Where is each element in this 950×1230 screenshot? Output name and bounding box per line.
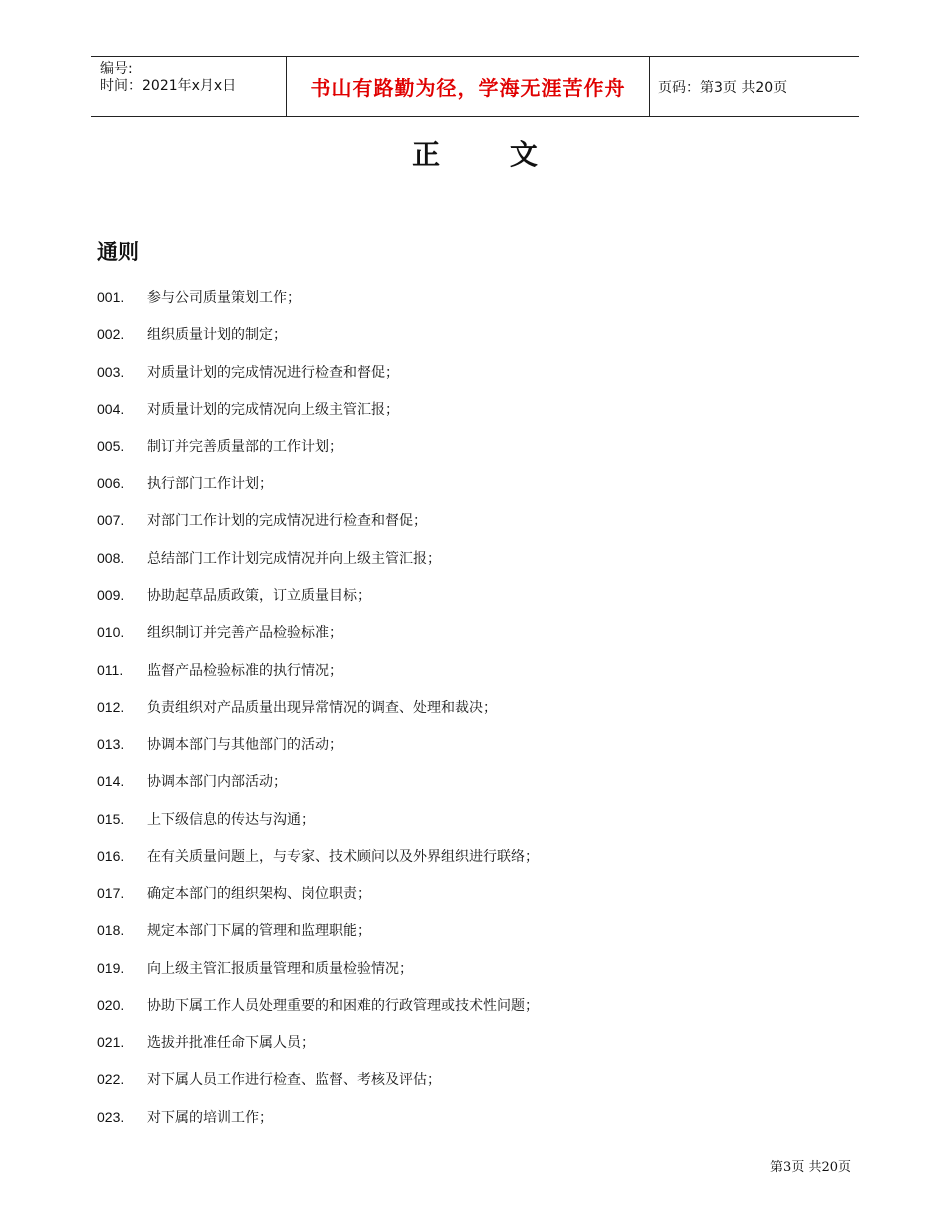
item-number: 004. xyxy=(97,401,125,417)
list-item xyxy=(97,695,497,719)
list-item xyxy=(97,956,413,980)
item-text: 负责组织对产品质量出现异常情况的调查、处理和裁决； xyxy=(147,700,497,716)
item-number: 012. xyxy=(97,699,125,715)
list-item xyxy=(97,807,315,831)
item-text: 协调本部门内部活动； xyxy=(147,774,287,790)
item-text: 监督产品检验标准的执行情况； xyxy=(147,663,343,679)
item-number: 021. xyxy=(97,1034,125,1050)
item-number: 001. xyxy=(97,289,125,305)
list-item xyxy=(97,620,343,644)
list-item xyxy=(97,918,371,942)
item-text: 制订并完善质量部的工作计划； xyxy=(147,439,343,455)
header-meta xyxy=(91,57,286,116)
list-item xyxy=(97,1030,315,1054)
item-text: 在有关质量问题上，与专家、技术顾问以及外界组织进行联络； xyxy=(147,849,539,865)
list-item xyxy=(97,881,371,905)
item-text: 执行部门工作计划； xyxy=(147,476,273,492)
item-number: 008. xyxy=(97,550,125,566)
item-number: 003. xyxy=(97,364,125,380)
list-item xyxy=(97,546,441,570)
header-motto: 书山有路勤为径，学海无涯苦作舟 xyxy=(310,76,626,100)
item-text: 组织质量计划的制定； xyxy=(147,327,287,343)
item-text: 对部门工作计划的完成情况进行检查和督促； xyxy=(147,513,427,529)
item-number: 019. xyxy=(97,960,125,976)
item-number: 013. xyxy=(97,736,125,752)
list-item xyxy=(97,583,371,607)
header-page-info: 页码：第3页 共20页 xyxy=(658,79,788,96)
item-number: 017. xyxy=(97,885,125,901)
header-page-cell xyxy=(650,57,859,116)
item-text: 协助下属工作人员处理重要的和困难的行政管理或技术性问题； xyxy=(147,998,539,1014)
page-header xyxy=(91,56,859,117)
item-number: 023. xyxy=(97,1109,125,1125)
list-item xyxy=(97,397,399,421)
list-item xyxy=(97,658,343,682)
item-text: 规定本部门下属的管理和监理职能； xyxy=(147,923,371,939)
item-number: 015. xyxy=(97,811,125,827)
item-number: 007. xyxy=(97,512,125,528)
item-text: 参与公司质量策划工作； xyxy=(147,290,301,306)
item-number: 014. xyxy=(97,773,125,789)
document-date-label: 时间：2021年x月x日 xyxy=(100,78,237,94)
item-text: 对下属的培训工作； xyxy=(147,1110,273,1126)
document-number-label: 编号: xyxy=(100,61,133,77)
list-item xyxy=(97,508,427,532)
item-number: 009. xyxy=(97,587,125,603)
item-text: 向上级主管汇报质量管理和质量检验情况； xyxy=(147,961,413,977)
item-text: 确定本部门的组织架构、岗位职责； xyxy=(147,886,371,902)
item-number: 006. xyxy=(97,475,125,491)
list-item xyxy=(97,732,343,756)
list-item xyxy=(97,434,343,458)
item-number: 002. xyxy=(97,326,125,342)
item-text: 上下级信息的传达与沟通； xyxy=(147,812,315,828)
item-number: 018. xyxy=(97,922,125,938)
item-number: 022. xyxy=(97,1071,125,1087)
item-text: 组织制订并完善产品检验标准； xyxy=(147,625,343,641)
item-number: 020. xyxy=(97,997,125,1013)
item-number: 005. xyxy=(97,438,125,454)
page-footer: 第3页 共20页 xyxy=(770,1160,851,1175)
list-item xyxy=(97,769,287,793)
list-item xyxy=(97,1067,441,1091)
list-item xyxy=(97,1105,273,1129)
list-item xyxy=(97,844,539,868)
list-item xyxy=(97,360,399,384)
item-number: 011. xyxy=(97,662,124,678)
document-title: 正 文 xyxy=(412,138,568,171)
item-number: 016. xyxy=(97,848,125,864)
item-text: 对质量计划的完成情况向上级主管汇报； xyxy=(147,402,399,418)
list-item xyxy=(97,322,287,346)
header-motto-cell xyxy=(287,57,649,116)
item-text: 总结部门工作计划完成情况并向上级主管汇报； xyxy=(147,551,441,567)
list-item xyxy=(97,993,539,1017)
item-text: 对下属人员工作进行检查、监督、考核及评估； xyxy=(147,1072,441,1088)
list-item xyxy=(97,471,273,495)
item-number: 010. xyxy=(97,624,125,640)
item-text: 对质量计划的完成情况进行检查和督促； xyxy=(147,365,399,381)
section-title: 通则 xyxy=(97,240,139,264)
item-text: 协调本部门与其他部门的活动； xyxy=(147,737,343,753)
list-item xyxy=(97,285,301,309)
item-text: 选拔并批准任命下属人员； xyxy=(147,1035,315,1051)
item-text: 协助起草品质政策，订立质量目标； xyxy=(147,588,371,604)
